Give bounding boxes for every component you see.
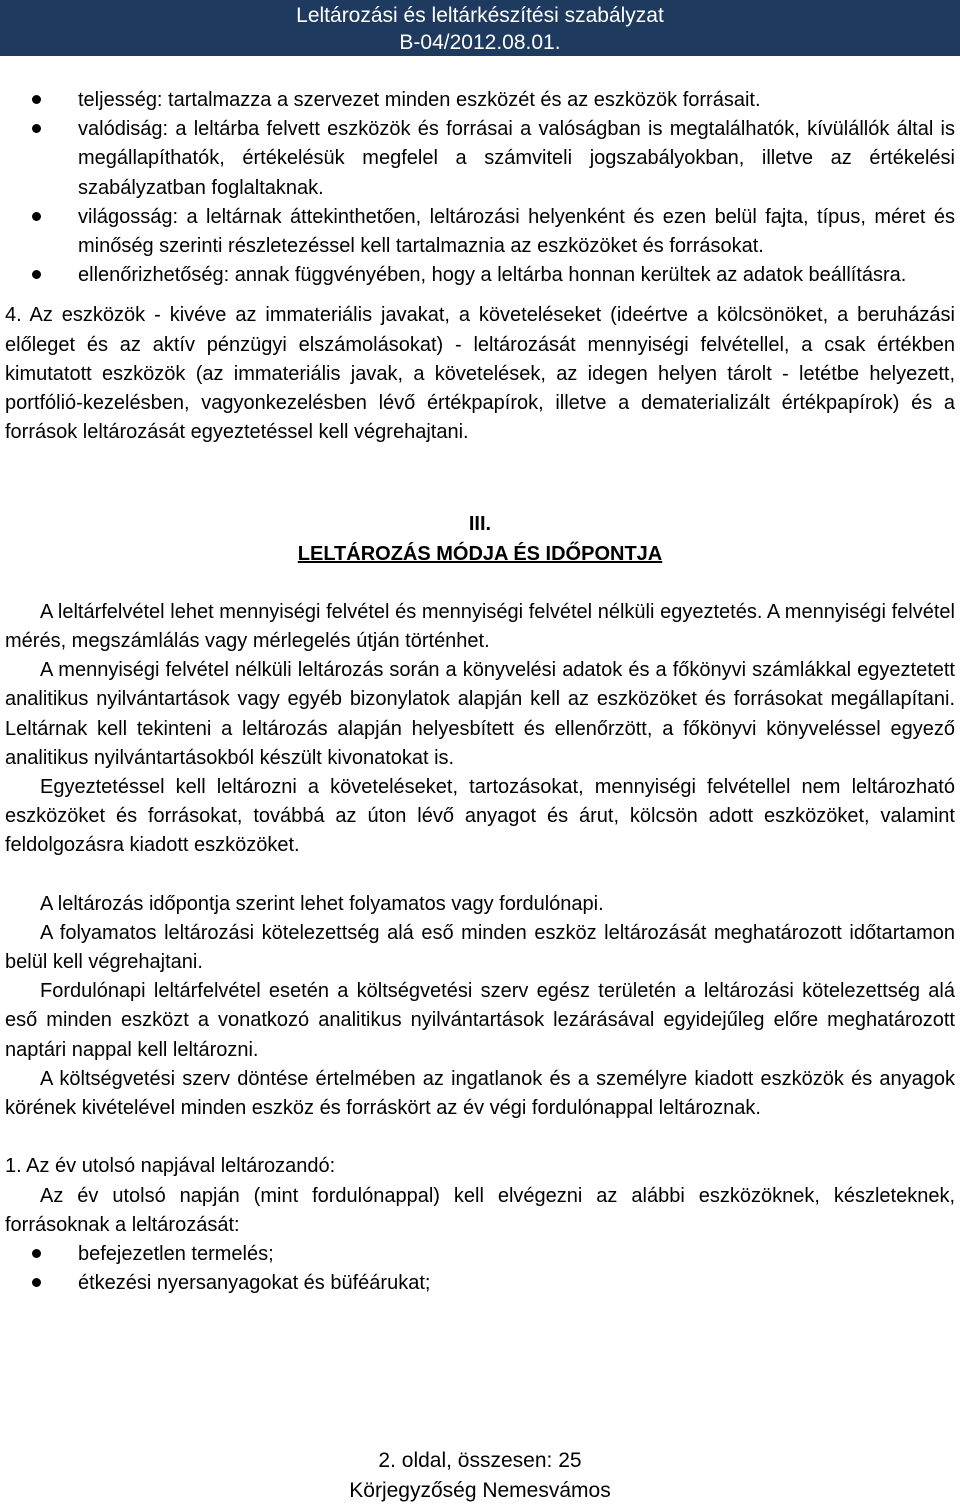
subsection-intro: Az év utolsó napján (mint fordulónappal) kell elvégezni az alábbi eszközöknek, készleteknek, forrásoknak a leltározását:: [5, 1184, 955, 1236]
paragraph-4: 4. Az eszközök - kivéve az immateriális javakat, a követeléseket (ideértve a kölcsönöket, a beruházási előleget és az aktív pénzügyi elszámolásokat) - leltározását mennyiségi felvétellel, a csak értékben kimutatott eszközök (az immateriális javak, a követelések, az idegen helyen tárolt - letétbe helyezett, portfólió-kezelésben, vagyonkezelésben lévő értékpapírok, illetve a dematerializált értékpapírok) és a források leltározását egyeztetéssel kell végrehajtani.: [5, 304, 955, 444]
bullet-icon: [32, 1278, 41, 1287]
list-item-text: étkezési nyersanyagokat és büféárukat;: [78, 1272, 431, 1295]
section-title: LELTÁROZÁS MÓDJA ÉS IDŐPONTJA: [297, 542, 663, 565]
section-number: III.: [468, 513, 492, 536]
paragraph: Egyeztetéssel kell leltározni a követeléseket, tartozásokat, mennyiségi felvétellel nem leltározható eszközöket és forrásokat, továbbá az úton lévő anyagot és árut, kölcsön adott eszközöket, valamint feldolgozásra kiadott eszközöket.: [5, 776, 955, 857]
list-item: [5, 1269, 955, 1298]
subsection-title: 1. Az év utolsó napjával leltározandó:: [5, 1155, 336, 1178]
page-content: [5, 86, 955, 1298]
list-item: [5, 86, 955, 115]
list-item-text: valódiság: a leltárba felvett eszközök és forrásai a valóságban is megtalálhatók, kívülállók által is megállapíthatók, értékelésük megfelel a számviteli jogszabályokban, illetve az értékelési szabályzatban foglaltaknak.: [78, 118, 955, 199]
paragraph: A mennyiségi felvétel nélküli leltározás során a könyvelési adatok és a főkönyvi számlákkal egyeztetett analitikus nyilvántartások vagy egyéb bizonylatok alapján kell az eszközöket és forrásokat megállapítani. Leltárnak kell tekinteni a leltározás alapján helyesbített és ellenőrzött, a főkönyvi könyveléssel egyező analitikus nyilvántartásokból készült kivonatokat is.: [5, 659, 955, 769]
bullet-icon: [32, 212, 41, 221]
footer-org: Körjegyzőség Nemesvámos: [349, 1479, 611, 1502]
bullet-list-bottom: [5, 1240, 955, 1298]
paragraph: A leltárfelvétel lehet mennyiségi felvétel és mennyiségi felvétel nélküli egyeztetés. A mennyiségi felvétel mérés, megszámlálás vagy mérlegelés útján történhet.: [5, 600, 955, 653]
list-item-text: világosság: a leltárnak áttekinthetően, leltározási helyenként és ezen belül fajta, típus, méret és minőség szerinti részletezéssel kell tartalmaznia az eszközöket és forrásokat.: [78, 205, 955, 258]
list-item: [5, 115, 955, 203]
paragraph: A folyamatos leltározási kötelezettség alá eső minden eszköz leltározását meghatározott időtartamon belül kell végrehajtani.: [5, 921, 955, 974]
list-item-text: teljesség: tartalmazza a szervezet minden eszközét és az eszközök forrásait.: [78, 89, 761, 111]
section-heading: [5, 510, 955, 568]
bullet-icon: [32, 270, 41, 279]
page-number: 2. oldal, összesen: 25: [378, 1449, 582, 1472]
list-item-text: ellenőrizhetőség: annak függvényében, hogy a leltárba honnan kerültek az adatok beállításra.: [78, 264, 907, 287]
page-footer: [0, 1446, 960, 1506]
paragraph: A leltározás időpontja szerint lehet folyamatos vagy fordulónapi.: [40, 892, 604, 915]
header-title: Leltározási és leltárkészítési szabályzat: [296, 4, 664, 27]
page-header: [0, 0, 960, 56]
list-item: [5, 1240, 955, 1269]
list-item: [5, 203, 955, 261]
bullet-icon: [32, 95, 41, 104]
bullet-icon: [32, 124, 41, 133]
list-item-text: befejezetlen termelés;: [78, 1242, 274, 1265]
header-code: B-04/2012.08.01.: [399, 31, 561, 54]
paragraph: A költségvetési szerv döntése értelmében az ingatlanok és a személyre kiadott eszközök és anyagok körének kivételével minden eszköz és forráskört az év végi fordulónappal leltároznak.: [5, 1067, 955, 1120]
list-item: [5, 261, 955, 290]
paragraph: Fordulónapi leltárfelvétel esetén a költségvetési szerv egész területén a leltározási kötelezettség alá eső minden eszközt a vonatkozó analitikus nyilvántartások lezárásával egyidejűleg előre meghatározott naptári nappal kell leltározni.: [5, 980, 955, 1061]
bullet-icon: [32, 1249, 41, 1258]
bullet-list-top: [5, 86, 955, 290]
